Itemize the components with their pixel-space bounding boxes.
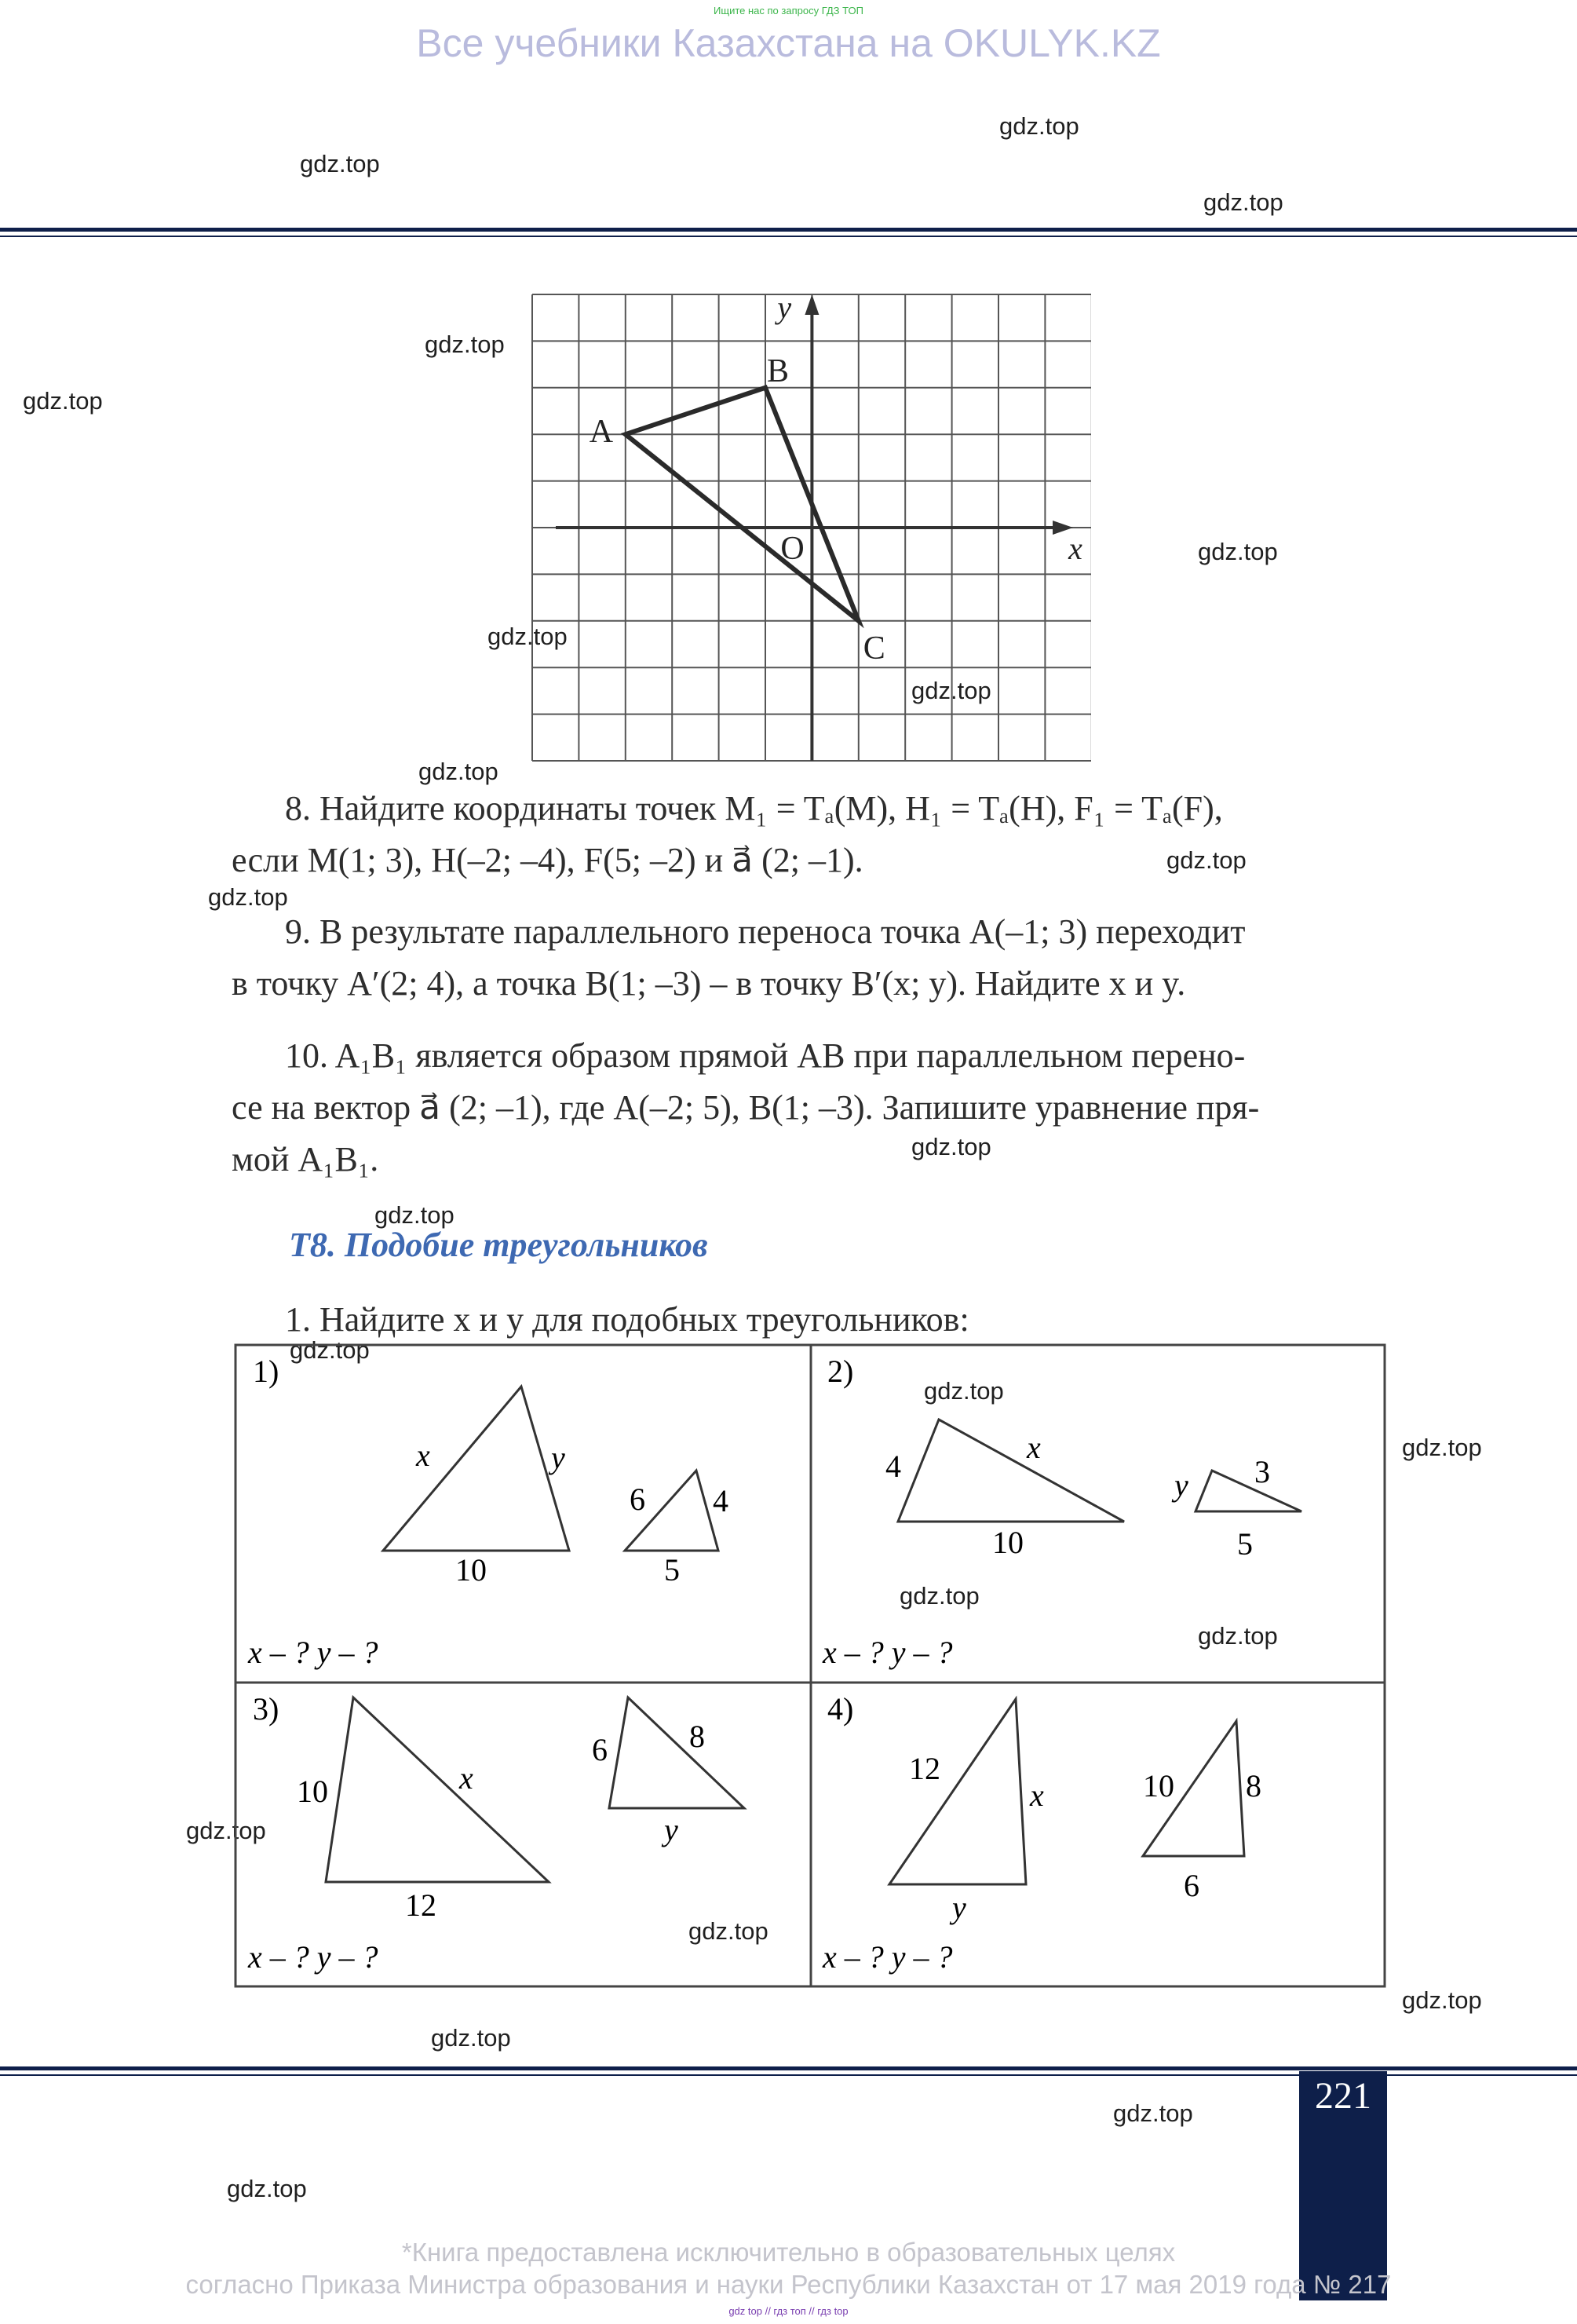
point-label-a: A <box>589 414 614 451</box>
cell-number: 2) <box>827 1354 854 1389</box>
watermark: gdz.top <box>1203 188 1283 216</box>
task-9-line-2: в точку A′(2; 4), а точка B(1; –3) – в точку B′(x; y). Найдите x и y. <box>232 964 1186 1003</box>
watermark: gdz.top <box>1198 538 1278 565</box>
triangle-abc-shape <box>626 388 859 621</box>
side-label: y <box>1174 1467 1188 1503</box>
big-triangle <box>326 1697 549 1882</box>
footer-line-2: согласно Приказа Министра образования и науки Республики Казахстан от 17 мая 2019 года № 217 <box>185 2270 1392 2299</box>
similarity-task <box>232 1294 1393 1346</box>
triangle-cell-3 <box>247 1691 744 1975</box>
big-triangle <box>898 1420 1124 1522</box>
point-label-c: C <box>863 630 885 667</box>
small-triangle <box>609 1697 744 1808</box>
point-label-o: O <box>780 531 805 567</box>
watermark: gdz.top <box>1113 2099 1193 2127</box>
triangle-cell-4 <box>822 1691 1261 1975</box>
watermark: gdz.top <box>374 1201 454 1229</box>
question: x – ? y – ? <box>248 1939 378 1975</box>
y-axis-label: y <box>777 292 792 325</box>
watermark: gdz.top <box>911 1133 991 1160</box>
task-9 <box>232 906 1393 1010</box>
watermark: gdz.top <box>911 677 991 704</box>
side-label: 10 <box>1143 1768 1174 1803</box>
header-rule-thin <box>0 236 1577 237</box>
bottom-note: gdz top // гдз топ // гдз top <box>728 2305 849 2317</box>
question: x – ? y – ? <box>823 1939 953 1975</box>
coordinate-grid-figure <box>531 292 1091 763</box>
top-note: Ищите нас по запросу ГДЗ ТОП <box>714 5 863 16</box>
y-axis-arrow <box>805 294 819 315</box>
task-10-line-3: мой A₁B₁. <box>232 1140 379 1178</box>
side-label: 8 <box>1246 1768 1261 1803</box>
triangle-cell-2 <box>822 1354 1301 1670</box>
cell-number: 1) <box>253 1354 279 1389</box>
watermark: gdz.top <box>431 2024 511 2052</box>
task-10 <box>232 1030 1393 1186</box>
side-label: y <box>664 1812 678 1847</box>
watermark: gdz.top <box>300 150 380 177</box>
watermark: gdz.top <box>999 112 1079 140</box>
side-label: 4 <box>713 1483 728 1518</box>
side-label: x <box>1027 1430 1041 1465</box>
footer-line-1: *Книга предоставлена исключительно в образовательных целях <box>401 2238 1176 2267</box>
similarity-task-text: 1. Найдите x и y для подобных треугольников: <box>285 1300 969 1339</box>
watermark: gdz.top <box>900 1582 980 1610</box>
watermark: gdz.top <box>208 883 288 911</box>
watermark: gdz.top <box>290 1336 370 1364</box>
watermark: gdz.top <box>487 623 568 650</box>
watermark: gdz.top <box>418 758 498 785</box>
big-triangle <box>383 1387 569 1551</box>
watermark: gdz.top <box>186 1817 266 1844</box>
triangle-cell-1 <box>247 1354 728 1670</box>
side-label: 6 <box>1184 1868 1199 1903</box>
side-label: 10 <box>297 1774 328 1809</box>
side-label: 10 <box>455 1552 487 1588</box>
side-label: 12 <box>405 1887 436 1923</box>
task-8 <box>232 783 1393 886</box>
side-label: 5 <box>664 1552 680 1588</box>
section-title: Т8. Подобие треугольников <box>289 1226 708 1264</box>
side-label: x <box>1030 1778 1044 1813</box>
task-10-line-2: се на вектор a⃗ (2; –1), где A(–2; 5), B(1; –3). Запишите уравнение пря- <box>232 1088 1260 1127</box>
side-label: x <box>459 1760 473 1796</box>
task-8-line-1: 8. Найдите координаты точек M₁ = Tₐ(M), H₁ = Tₐ(H), F₁ = Tₐ(F), <box>285 789 1223 828</box>
task-8-line-2: если M(1; 3), H(–2; –4), F(5; –2) и a⃗ (2; –1). <box>232 841 863 879</box>
point-label-b: B <box>767 353 790 389</box>
watermark: gdz.top <box>1402 1434 1482 1461</box>
side-label: 6 <box>630 1482 645 1517</box>
big-triangle <box>889 1699 1026 1884</box>
cell-number: 4) <box>827 1691 854 1727</box>
site-title[interactable]: Все учебники Казахстана на OKULYK.KZ <box>416 21 1161 65</box>
watermark: gdz.top <box>425 331 505 358</box>
watermark: gdz.top <box>227 2175 307 2202</box>
side-label: 6 <box>592 1732 608 1767</box>
task-9-line-1: 9. В результате параллельного переноса точка A(–1; 3) переходит <box>285 912 1246 951</box>
side-label: 12 <box>909 1751 940 1786</box>
question: x – ? y – ? <box>823 1635 953 1670</box>
side-label: x <box>416 1438 430 1473</box>
side-label: y <box>952 1890 966 1925</box>
side-label: y <box>551 1440 565 1475</box>
side-label: 3 <box>1254 1454 1270 1489</box>
triangle-abc <box>626 388 859 621</box>
watermark: gdz.top <box>1198 1622 1278 1650</box>
footer-rule <box>0 2066 1577 2070</box>
side-label: 10 <box>992 1525 1024 1560</box>
side-label: 5 <box>1237 1526 1253 1562</box>
cell-number: 3) <box>253 1691 279 1727</box>
header-rule <box>0 228 1577 232</box>
x-axis-label: x <box>1068 531 1082 566</box>
watermark: gdz.top <box>23 387 103 415</box>
watermark: gdz.top <box>688 1917 768 1945</box>
task-10-line-1: 10. A₁B₁ является образом прямой AB при параллельном перено- <box>285 1036 1246 1075</box>
side-label: 4 <box>885 1449 901 1484</box>
question: x – ? y – ? <box>248 1635 378 1670</box>
small-triangle <box>1196 1471 1301 1511</box>
side-label: 8 <box>689 1719 705 1754</box>
watermark: gdz.top <box>924 1377 1004 1405</box>
triangles-table <box>234 1343 1388 1990</box>
watermark: gdz.top <box>1402 1986 1482 2014</box>
watermark: gdz.top <box>1166 846 1247 874</box>
page-number: 221 <box>1315 2075 1371 2117</box>
